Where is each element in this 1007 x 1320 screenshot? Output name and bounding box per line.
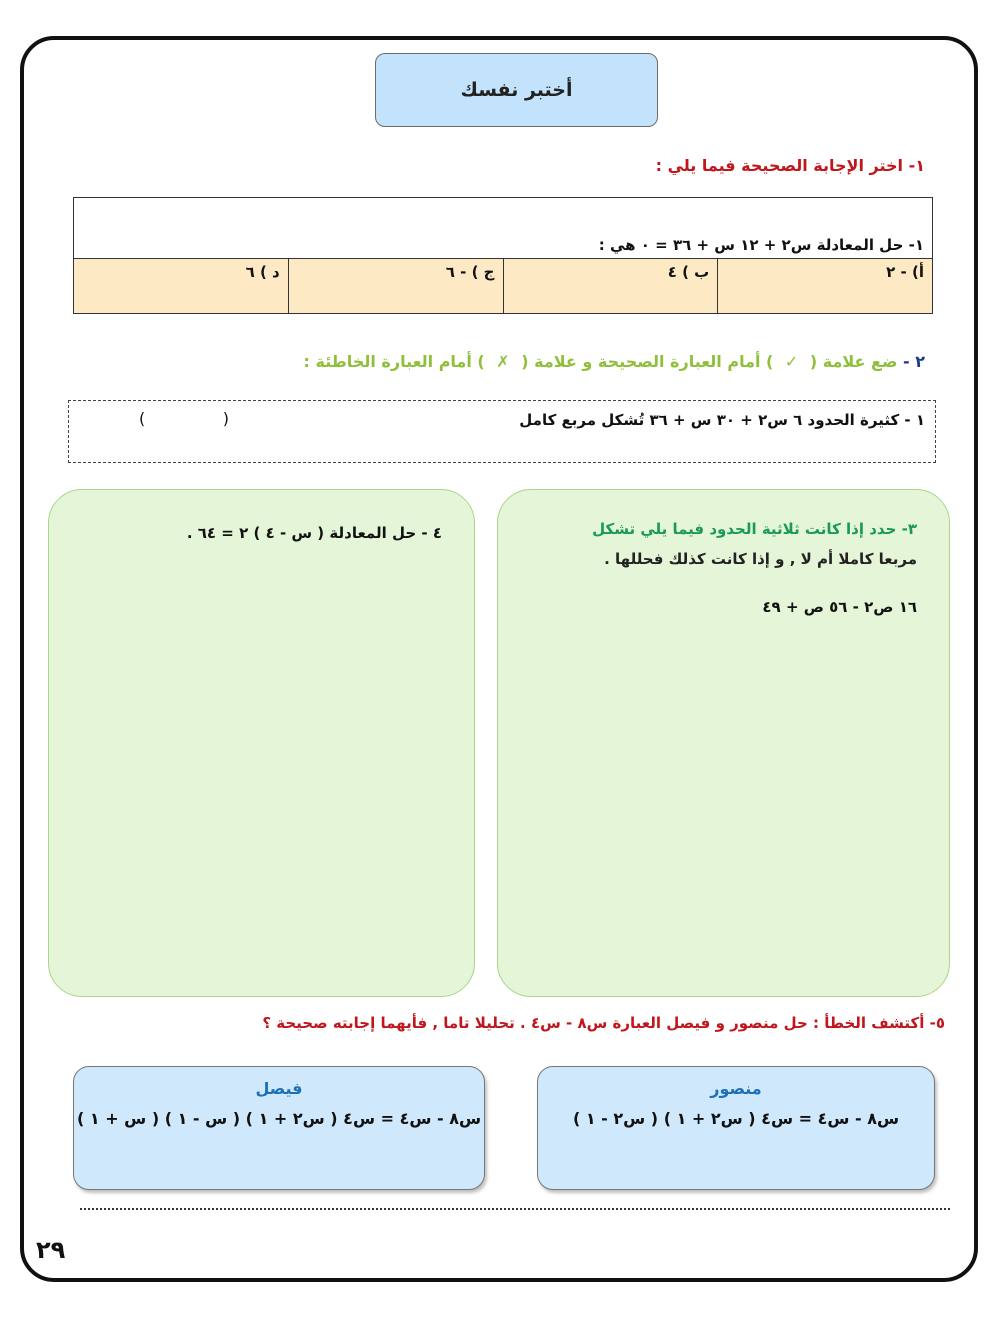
question-4-box[interactable]: [48, 489, 475, 997]
option-d[interactable]: د ) ٦: [74, 259, 289, 314]
true-false-statement: ١ - كثيرة الحدود ٦ س٢ + ٣٠ س + ٣٦ تُشكل مربع كامل: [519, 411, 925, 429]
question-3-line2: مربعا كاملا أم لا , و إذا كانت كذلك فحللها .: [604, 550, 917, 568]
multiple-choice-table: [73, 197, 933, 314]
paren-close: ): [139, 409, 146, 428]
paren-open: (: [222, 409, 229, 428]
page-number: ٢٩: [36, 1236, 66, 1264]
question-3-box[interactable]: [497, 489, 950, 997]
faisal-name: فيصل: [255, 1079, 303, 1098]
faisal-equation: س٨ - س٤ = س٤ ( س٢ + ١ ) ( س - ١ ) ( س + ١ ): [76, 1109, 482, 1128]
mansour-name: منصور: [710, 1079, 762, 1098]
true-false-box: [68, 400, 936, 463]
question-5-heading: ٥- أكتشف الخطأ : حل منصور و فيصل العبارة س٨ - س٤ . تحليلا تاما , فأيهما إجابته صحيحة ؟: [262, 1014, 945, 1032]
option-a[interactable]: أ) - ٢: [718, 259, 933, 314]
option-c[interactable]: ج ) - ٦: [288, 259, 503, 314]
question-3-line1: ٣- حدد إذا كانت ثلاثية الحدود فيما يلي تشكل: [592, 520, 917, 538]
question-1-stem: ١- حل المعادلة س٢ + ١٢ س + ٣٦ = ٠ هي :: [74, 198, 933, 259]
mansour-equation: س٨ - س٤ = س٤ ( س٢ + ١ ) ( س٢ - ١ ): [572, 1109, 900, 1128]
answer-parentheses[interactable]: [139, 409, 229, 428]
question-2-heading-part1: ضع علامة (: [809, 352, 898, 371]
question-2-number: ٢ -: [903, 352, 925, 371]
x-mark-icon: ✗: [496, 352, 510, 371]
option-b[interactable]: ب ) ٤: [503, 259, 718, 314]
question-2-heading-part3: ) أمام العبارة الخاطئة :: [303, 352, 485, 371]
question-1-heading: ١- اختر الإجابة الصحيحة فيما يلي :: [655, 156, 925, 175]
faisal-solution-box: [73, 1066, 485, 1190]
answer-dotted-line[interactable]: [80, 1208, 950, 1210]
question-4-text: ٤ - حل المعادلة ( س - ٤ ) ٢ = ٦٤ .: [186, 524, 442, 542]
check-icon: ✓: [784, 352, 799, 371]
question-3-expression: ١٦ ص٢ - ٥٦ ص + ٤٩: [762, 598, 917, 616]
question-2-heading-part2: ) أمام العبارة الصحيحة و علامة (: [521, 352, 774, 371]
question-2-heading: [304, 352, 925, 371]
page-title: أختبر نفسك: [375, 53, 658, 127]
mansour-solution-box: [537, 1066, 935, 1190]
